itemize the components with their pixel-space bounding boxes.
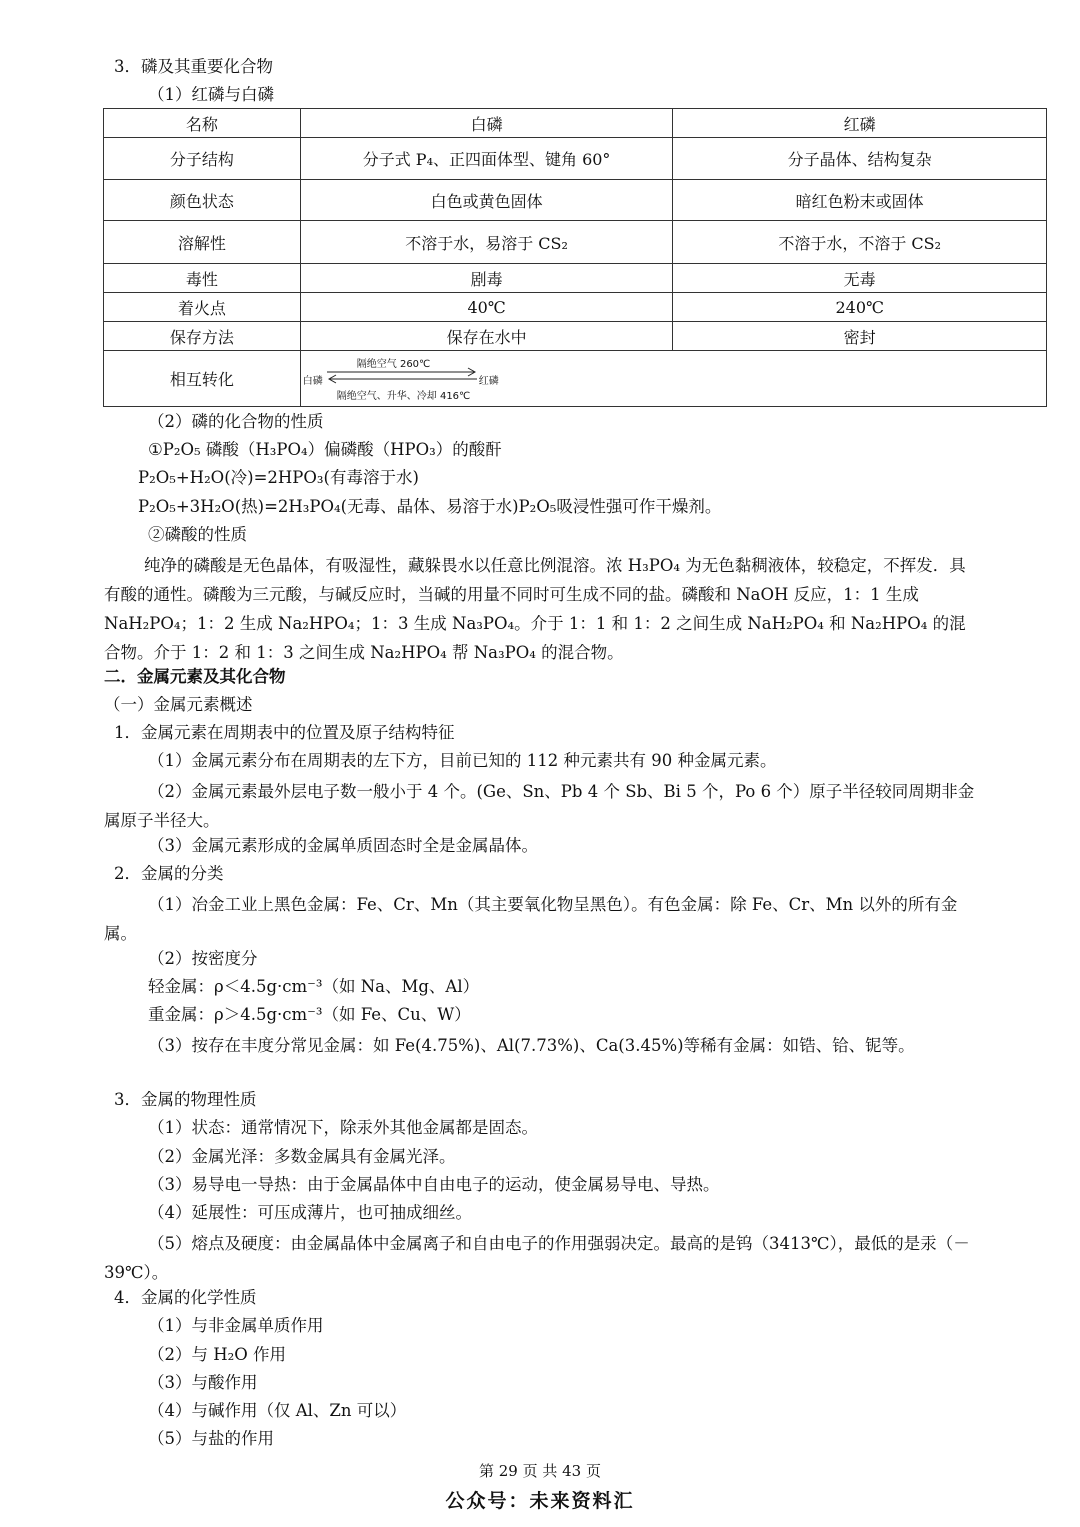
- table-cell: 分子晶体、结构复杂: [673, 138, 1047, 180]
- paragraph: ①P₂O₅ 磷酸（H₃PO₄）偏磷酸（HPO₃）的酸酐: [148, 440, 502, 459]
- table-row: [104, 351, 1047, 407]
- table-cell: 40℃: [300, 293, 673, 322]
- conv-left-label: 白磷: [302, 375, 323, 387]
- table-cell: 保存在水中: [300, 322, 673, 351]
- equation: P₂O₅+H₂O(冷)=2HPO₃(有毒溶于水): [138, 468, 419, 487]
- table-row: [104, 264, 1047, 293]
- table-cell: 分子式 P₄、正四面体型、键角 60°: [300, 138, 673, 180]
- subheading: （一）金属元素概述: [104, 695, 253, 714]
- table-row: [104, 293, 1047, 322]
- subsection-title: （1）红磷与白磷: [148, 85, 274, 104]
- table-cell: 暗红色粉末或固体: [673, 180, 1047, 221]
- table-cell: 着火点: [104, 293, 301, 322]
- table-cell: 不溶于水，易溶于 CS₂: [300, 221, 673, 264]
- subheading: 1．金属元素在周期表中的位置及原子结构特征: [114, 723, 455, 742]
- paragraph: （3）按存在丰度分常见金属：如 Fe(4.75%)、Al(7.73%)、Ca(3.45%)等稀有金属：如锆、铪、铌等。: [148, 1036, 915, 1055]
- table-row: [104, 322, 1047, 351]
- paragraph: ②磷酸的性质: [148, 525, 247, 544]
- page-number: 第 29 页 共 43 页: [478, 1462, 601, 1480]
- header-cell: 白磷: [300, 109, 673, 138]
- conversion-cell: [300, 351, 1046, 407]
- paragraph: 纯净的磷酸是无色晶体，有吸湿性，藏躲畏水以任意比例混溶。浓 H₃PO₄ 为无色黏稠液体，较稳定，不挥发．具有酸的通性。磷酸为三元酸，与碱反应时，当碱的用量不同时可生成不同的盐。磷酸和 NaOH 反应，1：1 生成 NaH₂PO₄；1：2 生成 Na₂HPO₄；1：3 生成 Na₃PO₄。介于 1：1 和 1：2 之间生成 NaH₂PO₄ 和 Na₂HPO₄ 的混合物。介于 1：2 和 1：3 之间生成 Na₂HPO₄ 帮 Na₃PO₄ 的混合物。: [104, 556, 966, 662]
- table-cell: 颜色状态: [104, 180, 301, 221]
- conv-top-label: 隔绝空气 260℃: [356, 358, 431, 370]
- conv-bottom-label: 隔绝空气、升华、冷却 416℃: [336, 390, 471, 402]
- table-cell: 密封: [673, 322, 1047, 351]
- paragraph: （1）与非金属单质作用: [148, 1316, 324, 1335]
- paragraph: （4）延展性：可压成薄片，也可抽成细丝。: [148, 1203, 472, 1222]
- table-row: [104, 221, 1047, 264]
- table-cell: 剧毒: [300, 264, 673, 293]
- table-cell: 分子结构: [104, 138, 301, 180]
- paragraph: （1）冶金工业上黑色金属：Fe、Cr、Mn（其主要氧化物呈黑色）。有色金属：除 Fe、Cr、Mn 以外的所有金属。: [104, 895, 958, 943]
- phosphorus-table: [103, 108, 1047, 407]
- source-watermark: 公众号：未来资料汇: [445, 1490, 635, 1512]
- table-row: [104, 180, 1047, 221]
- paragraph: （5）与盐的作用: [148, 1429, 274, 1448]
- table-header-row: [104, 109, 1047, 138]
- table-cell: 无毒: [673, 264, 1047, 293]
- subheading: 2．金属的分类: [114, 864, 224, 883]
- paragraph: （2）磷的化合物的性质: [148, 412, 324, 431]
- equation: P₂O₅+3H₂O(热)=2H₃PO₄(无毒、晶体、易溶于水)P₂O₅吸浸性强可作干燥剂。: [138, 497, 722, 516]
- paragraph: 轻金属：ρ＜4.5g·cm⁻³（如 Na、Mg、Al）: [148, 977, 480, 996]
- double-arrow-icon: [327, 367, 477, 385]
- subheading: 3．金属的物理性质: [114, 1090, 257, 1109]
- paragraph: （2）按密度分: [148, 949, 258, 968]
- paragraph: （5）熔点及硬度：由金属晶体中金属离子和自由电子的作用强弱决定。最高的是钨（3413℃），最低的是汞（－39℃）。: [104, 1234, 970, 1282]
- header-cell: 红磷: [673, 109, 1047, 138]
- header-cell: 名称: [104, 109, 301, 138]
- heading: 二．金属元素及其化合物: [104, 667, 286, 686]
- paragraph: （3）与酸作用: [148, 1373, 258, 1392]
- paragraph: （2）金属元素最外层电子数一般小于 4 个。(Ge、Sn、Pb 4 个 Sb、Bi 5 个，Po 6 个）原子半径较同周期非金属原子半径大。: [104, 782, 975, 830]
- table-cell: 溶解性: [104, 221, 301, 264]
- conversion-diagram: [301, 353, 1046, 405]
- section-title-phosphorus: 3．磷及其重要化合物: [114, 57, 273, 76]
- table-cell: 白色或黄色固体: [300, 180, 673, 221]
- paragraph: （2）金属光泽：多数金属具有金属光泽。: [148, 1147, 456, 1166]
- paragraph: （1）金属元素分布在周期表的左下方，目前已知的 112 种元素共有 90 种金属元素。: [148, 751, 777, 770]
- table-cell: 保存方法: [104, 322, 301, 351]
- table-cell: 毒性: [104, 264, 301, 293]
- paragraph: （2）与 H₂O 作用: [148, 1345, 287, 1364]
- subheading: 4．金属的化学性质: [114, 1288, 257, 1307]
- table-row: [104, 138, 1047, 180]
- table-cell: 相互转化: [104, 351, 301, 407]
- table-cell: 不溶于水，不溶于 CS₂: [673, 221, 1047, 264]
- conv-right-label: 红磷: [478, 375, 499, 387]
- table-cell: 240℃: [673, 293, 1047, 322]
- paragraph: （3）金属元素形成的金属单质固态时全是金属晶体。: [148, 836, 538, 855]
- paragraph: 重金属：ρ＞4.5g·cm⁻³（如 Fe、Cu、W）: [148, 1005, 471, 1024]
- paragraph: （1）状态：通常情况下，除汞外其他金属都是固态。: [148, 1118, 538, 1137]
- paragraph: （3）易导电一导热：由于金属晶体中自由电子的运动，使金属易导电、导热。: [148, 1175, 720, 1194]
- paragraph: （4）与碱作用（仅 Al、Zn 可以）: [148, 1401, 407, 1420]
